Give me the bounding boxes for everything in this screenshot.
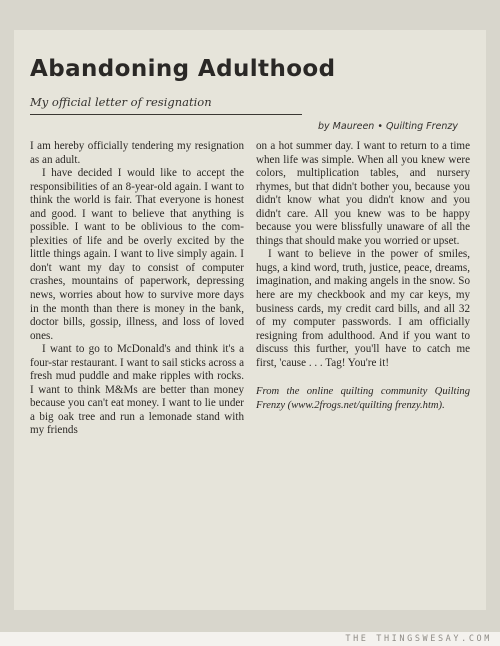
article-title: Abandoning Adulthood [30, 56, 336, 82]
source-credit: From the online quilting community Quilting Frenzy (www.2frogs.net/quilting frenzy.htm). [256, 386, 470, 412]
paragraph: on a hot summer day. I want to return to a time when life was simple. When all you knew were colors, multiplication tables, and nursery rhymes, but that didn't bother you, because you didn't know what you didn't know and you didn't care. All you knew was to be happy because you were blissfully unaware of all the things that should make you worried or upset. [256, 140, 470, 247]
paragraph: I want to believe in the power of smiles, hugs, a kind word, truth, justice, peace, dreams, imagination, and making angels in the snow. So here are my checkbook and my car keys, my business cards, my credit card bills, and all 32 of my computer passwords. I am officially resigning from adulthood. And if you want to discuss this further, you'll have to catch me first, 'cause . . . Tag! You're it! [256, 248, 470, 369]
divider-rule [30, 114, 302, 115]
site-watermark: THE THINGSWESAY.COM [345, 634, 492, 644]
text-column-right [256, 140, 470, 413]
text-column-left [30, 140, 244, 438]
paragraph: I want to go to McDonald's and think it's a four-star restaurant. I want to sail sticks across a fresh mud puddle and make ripples with rocks. I want to think M&Ms are better than money because you can't eat money. I want to lie under a big oak tree and run a lemonade stand with my friends [30, 343, 244, 437]
article-byline: by Maureen • Quilting Frenzy [318, 121, 459, 132]
article-subtitle: My official letter of resignation [30, 95, 212, 109]
paragraph: I have decided I would like to accept the responsibilities of an 8-year-old again. I want to think the world is fair. That everyone is honest and good. I want to believe that anything is possible. I want to be oblivious to the complexities of life and be overly excited by the little things again. I want to live simply again. I don't want my day to consist of computer crashes, mountains of paperwork, depressing news, worries about how to survive more days in the month than there is money in the bank, doctor bills, gossip, illness, and loss of loved ones. [30, 167, 244, 342]
paragraph: I am hereby officially tendering my resignation as an adult. [30, 140, 244, 166]
